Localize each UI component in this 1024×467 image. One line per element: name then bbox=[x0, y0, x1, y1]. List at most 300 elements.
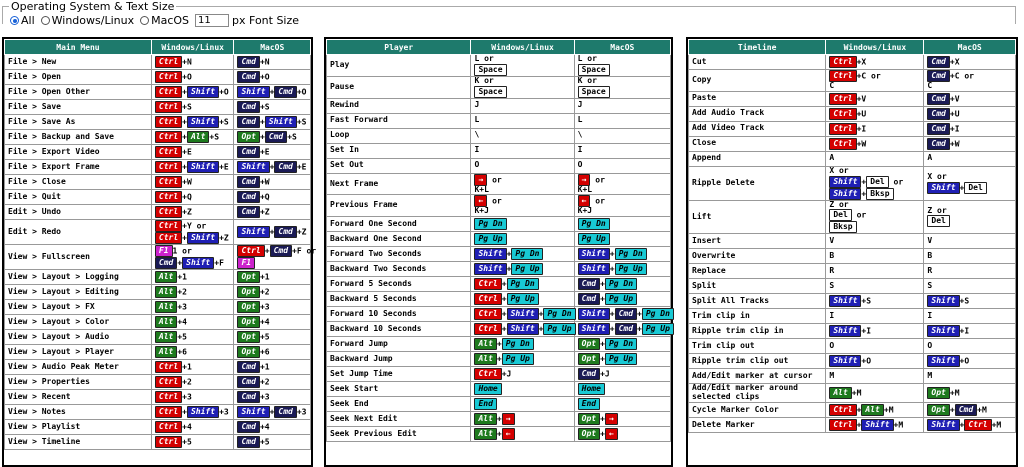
key-separator: + bbox=[600, 279, 605, 289]
macos-shortcut bbox=[924, 339, 1016, 354]
macos-shortcut bbox=[234, 270, 311, 285]
shortcut-line bbox=[474, 233, 570, 245]
shortcut-line bbox=[155, 86, 231, 98]
opt-key: Opt bbox=[237, 286, 259, 298]
action-name: View > Layout > Color bbox=[5, 315, 152, 330]
shortcut-line bbox=[829, 282, 920, 291]
column-header-main-menu: Main Menu bbox=[5, 40, 152, 55]
key-separator: +1 bbox=[259, 272, 270, 282]
key-separator: +S bbox=[259, 102, 270, 112]
ctrl-key: Ctrl bbox=[155, 86, 182, 98]
shortcut-line bbox=[578, 308, 670, 320]
windows-linux-shortcut bbox=[826, 55, 924, 70]
windows-linux-shortcut bbox=[151, 70, 234, 85]
shortcut-line bbox=[927, 404, 1012, 416]
shift-key: Shift bbox=[237, 86, 269, 98]
ctrl-key: Ctrl bbox=[829, 123, 856, 135]
cmd-key: Cmd bbox=[237, 391, 259, 403]
macos-shortcut bbox=[574, 427, 670, 442]
key-separator: +S bbox=[296, 117, 307, 127]
nav-key: Pg Up bbox=[615, 263, 647, 275]
table-header-row bbox=[689, 40, 1016, 55]
alt-key: Alt bbox=[155, 286, 177, 298]
action-name: Cut bbox=[689, 55, 826, 70]
windows-linux-shortcut bbox=[471, 173, 574, 195]
ctrl-key: Ctrl bbox=[829, 56, 856, 68]
key-separator: Z or bbox=[927, 205, 947, 215]
shortcut-line bbox=[829, 138, 920, 150]
key-separator: V bbox=[829, 235, 835, 245]
radio-windows-linux-label[interactable]: Windows/Linux bbox=[51, 14, 135, 27]
key-separator: +C or bbox=[856, 71, 881, 81]
table-row bbox=[689, 121, 1016, 136]
key-separator: A bbox=[927, 153, 933, 163]
macos-shortcut bbox=[924, 55, 1016, 70]
shift-key: Shift bbox=[927, 355, 959, 367]
shortcut-line bbox=[829, 82, 920, 91]
key-separator: +3 bbox=[177, 302, 187, 312]
key-separator: +2 bbox=[259, 287, 270, 297]
windows-linux-shortcut bbox=[471, 352, 574, 367]
shortcut-line bbox=[578, 55, 667, 64]
windows-linux-shortcut bbox=[826, 339, 924, 354]
shortcut-line bbox=[578, 368, 667, 380]
table-row bbox=[327, 397, 671, 412]
shortcut-line bbox=[474, 64, 570, 76]
key-separator: +M bbox=[893, 420, 904, 430]
key-separator: +Q bbox=[182, 192, 192, 202]
key-separator: or bbox=[590, 196, 605, 206]
font-size-input[interactable] bbox=[195, 14, 229, 27]
key-separator: or bbox=[487, 196, 502, 206]
nav-key: Pg Dn bbox=[511, 248, 543, 260]
shortcut-line bbox=[829, 325, 920, 337]
shortcut-line bbox=[829, 176, 920, 188]
table-row bbox=[327, 307, 671, 322]
shift-key: Shift bbox=[187, 116, 219, 128]
shift-key: Shift bbox=[474, 248, 506, 260]
windows-linux-shortcut bbox=[826, 417, 924, 432]
shortcut-line bbox=[474, 248, 570, 260]
key-separator: + bbox=[600, 429, 605, 439]
plain-key: Space bbox=[578, 64, 610, 76]
table-row bbox=[5, 205, 311, 220]
key-separator: +5 bbox=[182, 437, 192, 447]
shortcut-line bbox=[155, 71, 231, 83]
shift-key: Shift bbox=[927, 182, 959, 194]
key-separator: +O bbox=[959, 356, 970, 366]
macos-shortcut bbox=[574, 307, 670, 322]
key-separator: + bbox=[600, 414, 605, 424]
ctrl-key: Ctrl bbox=[155, 391, 182, 403]
plain-key: Del bbox=[829, 209, 851, 221]
key-separator: +F or bbox=[292, 246, 317, 256]
action-name: File > Quit bbox=[5, 190, 152, 205]
macos-shortcut bbox=[924, 106, 1016, 121]
shortcut-line bbox=[927, 295, 1012, 307]
table-row bbox=[5, 405, 311, 420]
ctrl-key: Ctrl bbox=[829, 419, 856, 431]
cmd-key: Cmd bbox=[270, 245, 292, 257]
macos-shortcut bbox=[234, 85, 311, 100]
key-separator: +E bbox=[219, 162, 229, 172]
key-separator: +6 bbox=[177, 347, 187, 357]
shortcut-line bbox=[927, 237, 1012, 246]
macos-shortcut bbox=[574, 98, 670, 113]
key-separator: +C or bbox=[949, 71, 974, 81]
nav-key: End bbox=[578, 398, 600, 410]
shift-key: Shift bbox=[187, 86, 219, 98]
action-name: Loop bbox=[327, 128, 471, 143]
table-row bbox=[327, 55, 671, 77]
shortcut-line bbox=[927, 173, 1012, 182]
plain-key: Space bbox=[578, 86, 610, 98]
shortcut-line bbox=[155, 391, 231, 403]
column-header-macos: MacOS bbox=[234, 40, 311, 55]
shift-key: Shift bbox=[927, 419, 959, 431]
shortcut-line bbox=[927, 154, 1012, 163]
radio-all[interactable] bbox=[10, 16, 19, 25]
table-row bbox=[689, 402, 1016, 417]
key-separator: S bbox=[829, 280, 835, 290]
windows-linux-shortcut bbox=[151, 160, 234, 175]
shortcut-line bbox=[578, 207, 667, 216]
shift-key: Shift bbox=[265, 116, 297, 128]
key-separator: + bbox=[861, 189, 867, 199]
key-separator: + bbox=[182, 117, 187, 127]
ctrl-key: Ctrl bbox=[155, 131, 182, 143]
key-separator: +4 bbox=[177, 317, 187, 327]
shortcut-line bbox=[578, 161, 667, 170]
key-separator: X or bbox=[829, 165, 849, 175]
macos-shortcut bbox=[234, 220, 311, 245]
arrow-key: → bbox=[605, 413, 618, 425]
cmd-key: Cmd bbox=[237, 361, 259, 373]
cmd-key: Cmd bbox=[927, 123, 949, 135]
shortcut-line bbox=[474, 131, 570, 140]
arrow-key: → bbox=[502, 413, 515, 425]
macos-shortcut bbox=[574, 173, 670, 195]
shortcut-line bbox=[927, 207, 1012, 216]
shortcut-line bbox=[237, 206, 307, 218]
shift-key: Shift bbox=[187, 161, 219, 173]
shift-key: Shift bbox=[927, 325, 959, 337]
shortcut-line bbox=[237, 146, 307, 158]
windows-linux-shortcut bbox=[151, 55, 234, 70]
cmd-key: Cmd bbox=[927, 93, 949, 105]
key-separator: K or bbox=[474, 75, 494, 85]
ctrl-key: Ctrl bbox=[155, 406, 182, 418]
action-name: View > Layout > Audio bbox=[5, 330, 152, 345]
nav-key: Pg Dn bbox=[578, 218, 610, 230]
player-panel bbox=[324, 37, 673, 467]
windows-linux-shortcut bbox=[471, 247, 574, 262]
action-name: Rewind bbox=[327, 98, 471, 113]
key-separator: + bbox=[959, 420, 965, 430]
key-separator: +X bbox=[856, 57, 867, 67]
key-separator: L or bbox=[577, 54, 597, 63]
windows-linux-shortcut bbox=[826, 70, 924, 92]
macos-shortcut bbox=[574, 262, 670, 277]
table-row bbox=[5, 145, 311, 160]
action-name: Ripple Delete bbox=[689, 166, 826, 200]
key-separator: +M bbox=[991, 420, 1002, 430]
key-separator: + bbox=[501, 309, 507, 319]
key-separator: or bbox=[590, 175, 605, 185]
alt-key: Alt bbox=[474, 413, 496, 425]
table-row bbox=[5, 435, 311, 450]
column-header-timeline: Timeline bbox=[689, 40, 826, 55]
opt-key: Opt bbox=[578, 413, 600, 425]
column-header-windows-linux: Windows/Linux bbox=[826, 40, 924, 55]
key-separator: O bbox=[577, 160, 583, 170]
arrow-key: → bbox=[474, 174, 487, 186]
radio-windows-linux[interactable] bbox=[41, 16, 50, 25]
timeline-table bbox=[688, 39, 1016, 433]
action-name: Overwrite bbox=[689, 249, 826, 264]
shortcut-line bbox=[237, 86, 307, 98]
opt-key: Opt bbox=[578, 353, 600, 365]
nav-key: Pg Up bbox=[543, 323, 575, 335]
key-separator: or bbox=[888, 177, 904, 187]
nav-key: Pg Up bbox=[642, 323, 674, 335]
ctrl-key: Ctrl bbox=[155, 232, 182, 244]
key-separator: K+L bbox=[474, 184, 489, 194]
ctrl-key: Ctrl bbox=[964, 419, 991, 431]
shortcut-line bbox=[578, 263, 667, 275]
macos-shortcut bbox=[574, 158, 670, 173]
key-separator: +V bbox=[856, 94, 867, 104]
key-separator: +O bbox=[219, 87, 229, 97]
macos-shortcut bbox=[924, 384, 1016, 403]
table-row bbox=[5, 360, 311, 375]
key-separator: + bbox=[501, 279, 507, 289]
macos-shortcut bbox=[924, 279, 1016, 294]
key-separator: +3 bbox=[219, 407, 229, 417]
shortcut-line bbox=[927, 325, 1012, 337]
nav-key: Home bbox=[578, 383, 605, 395]
shortcut-line bbox=[155, 271, 231, 283]
key-separator: +V bbox=[949, 94, 960, 104]
shortcut-line bbox=[474, 413, 570, 425]
shortcut-line bbox=[237, 406, 307, 418]
key-separator: O bbox=[829, 340, 835, 350]
macos-shortcut bbox=[924, 294, 1016, 309]
shortcut-line bbox=[237, 176, 307, 188]
shortcut-line bbox=[927, 419, 1012, 431]
shortcut-line bbox=[237, 421, 307, 433]
radio-macos-label[interactable]: MacOS bbox=[151, 14, 190, 27]
shift-key: Shift bbox=[578, 308, 610, 320]
table-row bbox=[327, 322, 671, 337]
key-separator: + bbox=[259, 132, 265, 142]
key-separator: I bbox=[577, 145, 583, 155]
arrow-key: ← bbox=[605, 428, 618, 440]
key-separator: K+J bbox=[474, 206, 489, 216]
opt-key: Opt bbox=[578, 338, 600, 350]
alt-key: Alt bbox=[155, 316, 177, 328]
macos-shortcut bbox=[924, 417, 1016, 432]
shortcut-line bbox=[829, 252, 920, 261]
opt-key: Opt bbox=[237, 131, 259, 143]
radio-macos[interactable] bbox=[140, 16, 149, 25]
windows-linux-shortcut bbox=[826, 166, 924, 200]
key-separator: +J bbox=[501, 369, 512, 379]
shortcut-line bbox=[829, 419, 920, 431]
arrow-key: ← bbox=[474, 195, 487, 207]
windows-linux-shortcut bbox=[151, 115, 234, 130]
macos-shortcut bbox=[924, 309, 1016, 324]
windows-linux-shortcut bbox=[151, 315, 234, 330]
key-separator: +U bbox=[949, 109, 960, 119]
action-name: Set Jump Time bbox=[327, 367, 471, 382]
key-separator: +I bbox=[959, 326, 970, 336]
action-name: View > Fullscreen bbox=[5, 245, 152, 270]
table-row bbox=[5, 345, 311, 360]
action-name: Copy bbox=[689, 70, 826, 92]
action-name: Delete Marker bbox=[689, 417, 826, 432]
cmd-key: Cmd bbox=[927, 56, 949, 68]
shift-key: Shift bbox=[187, 406, 219, 418]
ctrl-key: Ctrl bbox=[155, 71, 182, 83]
key-separator: + bbox=[538, 324, 544, 334]
shortcut-line bbox=[829, 355, 920, 367]
shift-key: Shift bbox=[861, 419, 893, 431]
key-separator: 1 or bbox=[172, 246, 192, 256]
shift-key: Shift bbox=[507, 308, 539, 320]
radio-all-label[interactable]: All bbox=[21, 14, 35, 27]
key-separator: +5 bbox=[259, 437, 270, 447]
cmd-key: Cmd bbox=[237, 56, 259, 68]
cmd-key: Cmd bbox=[155, 257, 177, 269]
shortcut-line bbox=[578, 398, 667, 410]
key-separator: +4 bbox=[182, 422, 192, 432]
table-row bbox=[689, 324, 1016, 339]
key-separator: +S bbox=[959, 296, 970, 306]
key-separator: +2 bbox=[259, 377, 270, 387]
ctrl-key: Ctrl bbox=[155, 116, 182, 128]
key-separator: + bbox=[496, 429, 502, 439]
nav-key: Pg Dn bbox=[615, 248, 647, 260]
shortcut-line bbox=[578, 131, 667, 140]
shortcut-line bbox=[155, 56, 231, 68]
shortcut-line bbox=[237, 131, 307, 143]
table-row bbox=[689, 384, 1016, 403]
alt-key: Alt bbox=[474, 428, 496, 440]
key-separator: +M bbox=[851, 388, 862, 398]
shortcut-line bbox=[474, 77, 570, 86]
key-separator: V bbox=[927, 235, 933, 245]
windows-linux-shortcut bbox=[151, 100, 234, 115]
key-separator: +S bbox=[287, 132, 297, 142]
shortcut-line bbox=[155, 206, 231, 218]
cmd-key: Cmd bbox=[265, 131, 287, 143]
key-separator: +M bbox=[949, 388, 960, 398]
shortcut-line bbox=[237, 436, 307, 448]
shortcut-line bbox=[474, 55, 570, 64]
shortcut-line bbox=[578, 186, 667, 195]
windows-linux-shortcut bbox=[151, 145, 234, 160]
windows-linux-shortcut bbox=[471, 195, 574, 217]
table-row bbox=[327, 158, 671, 173]
shortcut-line bbox=[927, 93, 1012, 105]
windows-linux-shortcut bbox=[471, 292, 574, 307]
shortcut-line bbox=[237, 71, 307, 83]
action-name: File > Export Video bbox=[5, 145, 152, 160]
macos-shortcut bbox=[924, 151, 1016, 166]
windows-linux-shortcut bbox=[826, 324, 924, 339]
shortcut-line bbox=[237, 286, 307, 298]
shortcut-line bbox=[474, 398, 570, 410]
shortcut-line bbox=[237, 101, 307, 113]
nav-key: Pg Up bbox=[605, 293, 637, 305]
shortcut-line bbox=[474, 218, 570, 230]
table-row bbox=[5, 175, 311, 190]
macos-shortcut bbox=[234, 345, 311, 360]
shortcut-line bbox=[578, 86, 667, 98]
key-separator: +1 bbox=[259, 362, 270, 372]
windows-linux-shortcut bbox=[151, 130, 234, 145]
shortcut-line bbox=[578, 101, 667, 110]
alt-key: Alt bbox=[474, 353, 496, 365]
key-separator: K or bbox=[577, 75, 597, 85]
action-name: View > Layout > Logging bbox=[5, 270, 152, 285]
cmd-key: Cmd bbox=[274, 226, 296, 238]
cmd-key: Cmd bbox=[237, 376, 259, 388]
macos-shortcut bbox=[924, 324, 1016, 339]
action-name: File > Open bbox=[5, 70, 152, 85]
shortcut-line bbox=[474, 116, 570, 125]
table-row bbox=[689, 339, 1016, 354]
action-name: Play bbox=[327, 55, 471, 77]
windows-linux-shortcut bbox=[471, 307, 574, 322]
shortcut-line bbox=[155, 232, 231, 244]
table-row bbox=[5, 130, 311, 145]
key-separator: +O bbox=[182, 72, 192, 82]
key-separator: + bbox=[861, 177, 867, 187]
key-separator: + bbox=[856, 420, 862, 430]
table-row bbox=[689, 55, 1016, 70]
table-row bbox=[689, 369, 1016, 384]
key-separator: + bbox=[182, 87, 187, 97]
shortcut-line bbox=[927, 70, 1012, 82]
action-name: Seek Next Edit bbox=[327, 412, 471, 427]
action-name: Next Frame bbox=[327, 173, 471, 195]
key-separator: +6 bbox=[259, 347, 270, 357]
macos-shortcut bbox=[924, 91, 1016, 106]
macos-shortcut bbox=[924, 354, 1016, 369]
windows-linux-shortcut bbox=[471, 76, 574, 98]
key-separator: O bbox=[927, 340, 933, 350]
os-selector-legend: Operating System & Text Size bbox=[11, 0, 175, 13]
cmd-key: Cmd bbox=[615, 308, 637, 320]
windows-linux-shortcut bbox=[471, 382, 574, 397]
key-separator: +Q bbox=[259, 192, 270, 202]
action-name: File > Open Other bbox=[5, 85, 152, 100]
macos-shortcut bbox=[234, 420, 311, 435]
macos-shortcut bbox=[234, 300, 311, 315]
timeline-panel bbox=[686, 37, 1018, 467]
opt-key: Opt bbox=[237, 346, 259, 358]
shortcut-line bbox=[474, 323, 570, 335]
windows-linux-shortcut bbox=[471, 427, 574, 442]
macos-shortcut bbox=[574, 277, 670, 292]
macos-shortcut bbox=[234, 285, 311, 300]
shortcut-line bbox=[155, 116, 231, 128]
table-row bbox=[327, 76, 671, 98]
ctrl-key: Ctrl bbox=[155, 191, 182, 203]
alt-key: Alt bbox=[155, 271, 177, 283]
